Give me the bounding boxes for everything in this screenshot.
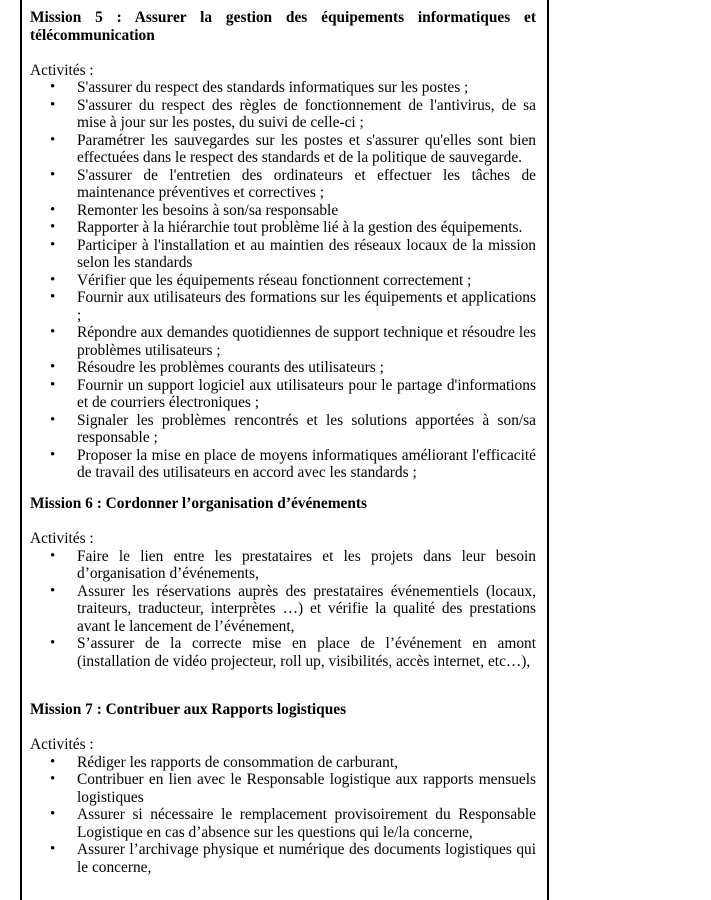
spacer — [30, 513, 536, 531]
mission-5-activities-label: Activités : — [30, 61, 94, 79]
bullet-icon: • — [50, 753, 56, 770]
document-page — [20, 0, 549, 900]
activity-item — [30, 412, 536, 447]
activity-item — [30, 806, 536, 841]
bullet-icon: • — [50, 271, 56, 288]
bullet-icon: • — [50, 376, 56, 393]
activity-text: Répondre aux demandes quotidiennes de support technique et résoudre les problèmes utilisateurs ; — [77, 324, 536, 359]
activity-text: S'assurer de l'entretien des ordinateurs et effectuer les tâches de maintenance préventives et correctives ; — [77, 166, 536, 201]
activity-item — [30, 359, 536, 377]
bullet-icon: • — [50, 446, 56, 463]
activity-text: Signaler les problèmes rencontrés et les solutions apportées à son/sa responsable ; — [77, 411, 536, 446]
activity-item — [30, 167, 536, 202]
bullet-icon: • — [50, 236, 56, 253]
bullet-icon: • — [50, 582, 56, 599]
activity-text: Faire le lien entre les prestataires et les projets dans leur besoin d’organisation d’événements, — [77, 547, 536, 582]
mission-5-section — [30, 9, 536, 482]
bullet-icon: • — [50, 131, 56, 148]
mission-7-activities-label: Activités : — [30, 736, 94, 753]
mission-7-activity-list — [30, 754, 536, 877]
activity-item — [30, 272, 536, 290]
activity-item — [30, 132, 536, 167]
mission-5-activity-list — [30, 79, 536, 482]
activity-text: Résoudre les problèmes courants des utilisateurs ; — [77, 359, 384, 376]
mission-6-activity-list — [30, 548, 536, 671]
activity-item — [30, 635, 536, 670]
activity-text: Remonter les besoins à son/sa responsable — [77, 201, 339, 219]
activity-item — [30, 219, 536, 237]
activity-item — [30, 79, 536, 97]
activity-item — [30, 237, 536, 272]
bullet-icon: • — [50, 359, 56, 375]
activity-item — [30, 377, 536, 412]
activity-item — [30, 289, 536, 324]
mission-5-title: Mission 5 : Assurer la gestion des équipements informatiques et télécommunication — [30, 9, 536, 44]
activity-item — [30, 771, 536, 806]
bullet-icon: • — [50, 411, 56, 428]
activity-item — [30, 202, 536, 220]
activity-text: Proposer la mise en place de moyens informatiques améliorant l'efficacité de travail des utilisateurs en accord avec les standards ; — [77, 446, 536, 481]
activity-text: S’assurer de la correcte mise en place de l’événement en amont (installation de vidéo projecteur, roll up, visibilités, accès internet, etc…), — [77, 635, 536, 670]
activity-text: S'assurer du respect des règles de fonctionnement de l'antivirus, de sa mise à jour sur les postes, du suivi de celle-ci ; — [77, 96, 536, 131]
activity-text: Assurer si nécessaire le remplacement provisoirement du Responsable Logistique en cas d’absence sur les questions qui le/la concerne, — [77, 806, 536, 841]
mission-6-section — [30, 495, 536, 670]
activity-item — [30, 548, 536, 583]
bullet-icon: • — [50, 96, 56, 113]
mission-7-title: Mission 7 : Contribuer aux Rapports logistiques — [30, 701, 347, 718]
activity-text: Assurer les réservations auprès des prestataires événementiels (locaux, traiteurs, traducteur, interprètes …) et vérifie la qualité des prestations avant le lancement de l’événement, — [77, 582, 536, 635]
activity-text: Fournir un support logiciel aux utilisateurs pour le partage d'informations et de courriers électroniques ; — [77, 376, 536, 411]
activity-text: Rédiger les rapports de consommation de carburant, — [77, 753, 398, 771]
bullet-icon: • — [50, 324, 56, 340]
activity-text: Contribuer en lien avec le Responsable logistique aux rapports mensuels logistiques — [77, 771, 536, 806]
mission-7-section — [30, 701, 536, 876]
activity-text: Fournir aux utilisateurs des formations sur les équipements et applications ; — [77, 289, 536, 324]
bullet-icon: • — [50, 771, 56, 787]
activity-item — [30, 324, 536, 359]
activity-text: Paramétrer les sauvegardes sur les postes et s'assurer qu'elles sont bien effectuées dans le respect des standards et de la politique de sauvegarde. — [77, 131, 536, 166]
mission-6-activities-label: Activités : — [30, 530, 94, 547]
activity-item — [30, 583, 536, 636]
spacer — [30, 44, 536, 62]
activity-text: Vérifier que les équipements réseau fonctionnent correctement ; — [77, 271, 472, 289]
bullet-icon: • — [50, 841, 56, 857]
activity-text: Participer à l'installation et au maintien des réseaux locaux de la mission selon les standards — [77, 236, 536, 271]
activity-text: S'assurer du respect des standards informatiques sur les postes ; — [77, 79, 469, 96]
bullet-icon: • — [50, 289, 56, 305]
spacer — [30, 719, 536, 737]
bullet-icon: • — [50, 79, 56, 95]
activity-item — [30, 97, 536, 132]
bullet-icon: • — [50, 806, 56, 822]
bullet-icon: • — [50, 219, 56, 235]
bullet-icon: • — [50, 635, 56, 651]
bullet-icon: • — [50, 201, 56, 218]
bullet-icon: • — [50, 166, 56, 183]
activity-item — [30, 754, 536, 772]
bullet-icon: • — [50, 547, 56, 564]
activity-text: Assurer l’archivage physique et numérique des documents logistiques qui le concerne, — [77, 841, 536, 876]
activity-item — [30, 841, 536, 876]
activity-item — [30, 447, 536, 482]
mission-6-title: Mission 6 : Cordonner l’organisation d’événements — [30, 495, 368, 512]
activity-text: Rapporter à la hiérarchie tout problème lié à la gestion des équipements. — [77, 219, 523, 236]
